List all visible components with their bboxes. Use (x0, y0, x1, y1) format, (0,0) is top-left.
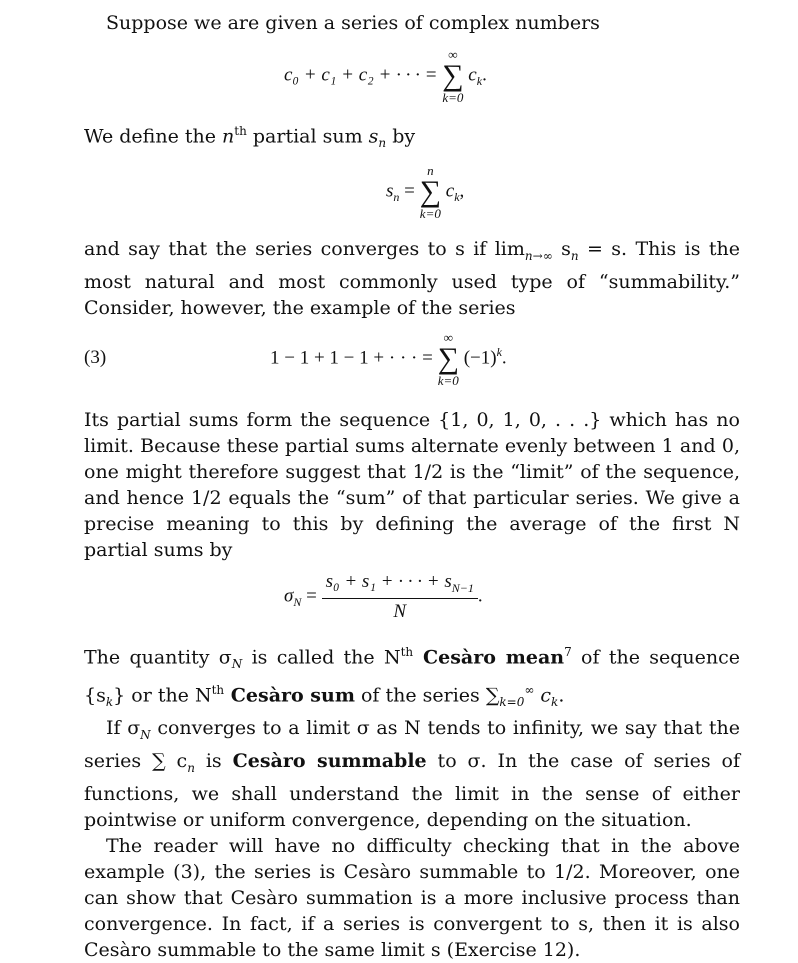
eq4-eq: = (306, 585, 317, 607)
paragraph-partial-sum (84, 118, 740, 156)
p4-g: . (558, 684, 565, 707)
eq1-sum-bot: k=0 (442, 90, 464, 105)
eq4-lhs-sub: N (293, 594, 302, 609)
equation-3 (84, 321, 740, 407)
p4-d-sup: th (211, 683, 225, 698)
equation-number-3: (3) (84, 346, 107, 368)
p2-text: and say that the series converges to s if lim (84, 238, 525, 261)
eq1-lhs: c₀ + c₁ + c₂ + · · · = (284, 64, 438, 86)
p1-sup: th (234, 124, 247, 138)
eq1-sum: ∞ ∑ k=0 (442, 47, 464, 105)
p4-e: of the series ∑ (354, 684, 500, 707)
eq2-lhs-sub: n (393, 190, 400, 205)
p5-a-sub: N (140, 727, 151, 742)
p5-d: to σ. In the case of series of functions, we shall understand the limit in the sense of either pointwise or uniform convergence, depending on the situation. (84, 749, 741, 831)
p2-text2: s (552, 238, 571, 261)
eq2-sum-bot: k=0 (419, 206, 441, 222)
term-cesaro-mean: Cesàro mean (413, 646, 565, 669)
eq2-lhs: s (386, 180, 394, 202)
eq3-lhs: 1 − 1 + 1 − 1 + · · · = (270, 347, 433, 369)
p4-c: of the sequence {s (84, 646, 740, 707)
p1-n: n (222, 125, 235, 148)
p4-a-sub: N (231, 657, 243, 672)
p5-b-sub: n (187, 760, 195, 775)
term-cesaro-sum: Cesàro sum (224, 684, 355, 707)
eq2-term: c (445, 180, 455, 202)
eq3-term: (−1) (463, 347, 497, 369)
p1-s: s (368, 125, 379, 148)
p1-a: We define the (84, 125, 223, 148)
eq3-term-sup: k (496, 344, 502, 359)
eq2-term-sub: k (454, 190, 460, 205)
p1-b: partial sum (246, 125, 369, 148)
page-body (84, 8, 740, 963)
eq3-end: . (501, 347, 507, 369)
p4-f: c (534, 684, 552, 707)
eq4-fraction (322, 571, 478, 623)
eq1-term-sub: k (476, 74, 483, 89)
eq1-term: c (468, 64, 477, 86)
eq2-sum-top: n (427, 163, 434, 179)
p5-c: is (194, 749, 233, 772)
p5-b: converges to a limit σ as N tends to infinity, we say that the series ∑ c (84, 717, 740, 772)
equation-series (84, 36, 740, 118)
p1-c: by (386, 125, 416, 148)
p4-f-sub: k (551, 695, 559, 710)
p4-e-sup: ∞ (524, 683, 535, 698)
eq4-end: . (477, 585, 483, 607)
p4-c-sub: k (105, 695, 114, 710)
paragraph-reader-exercise: The reader will have no difficulty checking that in the above example (3), the series is Cesàro summable to 1/2. Moreover, one can show that Cesàro summation is a more inclusive process than convergence. In fact, if a series is convergent to s, then it is also Cesàro summable to the same limit s (Exercise 12). (84, 834, 740, 961)
eq2-eq: = (404, 180, 415, 202)
paragraph-convergence (84, 236, 740, 321)
p4-b-sup: th (400, 644, 414, 659)
eq3-sum: ∞ ∑ k=0 (437, 329, 459, 388)
equation-partial-sum (84, 156, 740, 236)
paragraph-cesaro-definition (84, 639, 740, 715)
eq1-sum-top: ∞ (448, 47, 458, 62)
footnote-marker[interactable]: 7 (564, 644, 572, 659)
p1-s-sub: n (378, 136, 387, 151)
p4-a: The quantity σ (84, 646, 232, 669)
p4-b: is called the N (242, 646, 401, 669)
eq2-sum: n ∑ k=0 (419, 163, 442, 222)
p4-d: } or the N (113, 684, 212, 707)
p2-lim-sub: n→∞ (524, 248, 553, 263)
p4-e-sub: k=0 (499, 695, 525, 710)
term-cesaro-summable: Cesàro summable (232, 749, 427, 772)
eq3-sum-top: ∞ (443, 329, 453, 345)
p5-a: If σ (106, 717, 141, 740)
intro-text: Suppose we are given a series of complex numbers (106, 12, 600, 34)
eq1-end: . (482, 64, 487, 86)
p2-text3: = s. This is the most natural and most commonly used type of “summability.” Consider, however, the example of the series (84, 238, 740, 319)
eq4-numerator: s₀ + s₁ + · · · + s (325, 570, 452, 592)
eq4-numerator-sub: N−1 (451, 580, 474, 595)
paragraph-cesaro-summable (84, 715, 740, 833)
eq2-end: , (459, 180, 465, 202)
p2-s-sub: n (570, 248, 579, 263)
eq4-lhs: σ (284, 585, 294, 607)
paragraph-intro (84, 10, 740, 36)
paragraph-partial-sums: Its partial sums form the sequence {1, 0, 1, 0, . . .} which has no limit. Because these partial sums alternate evenly between 1 and 0, one might therefore suggest that 1/2 is the “limit” of the sequence, and hence 1/2 equals the “sum” of that particular series. We give a precise meaning to this by defining the average of the first N partial sums by (84, 408, 740, 561)
equation-cesaro-mean (84, 563, 740, 639)
eq3-sum-bot: k=0 (437, 372, 459, 388)
eq4-denominator: N (393, 600, 407, 622)
